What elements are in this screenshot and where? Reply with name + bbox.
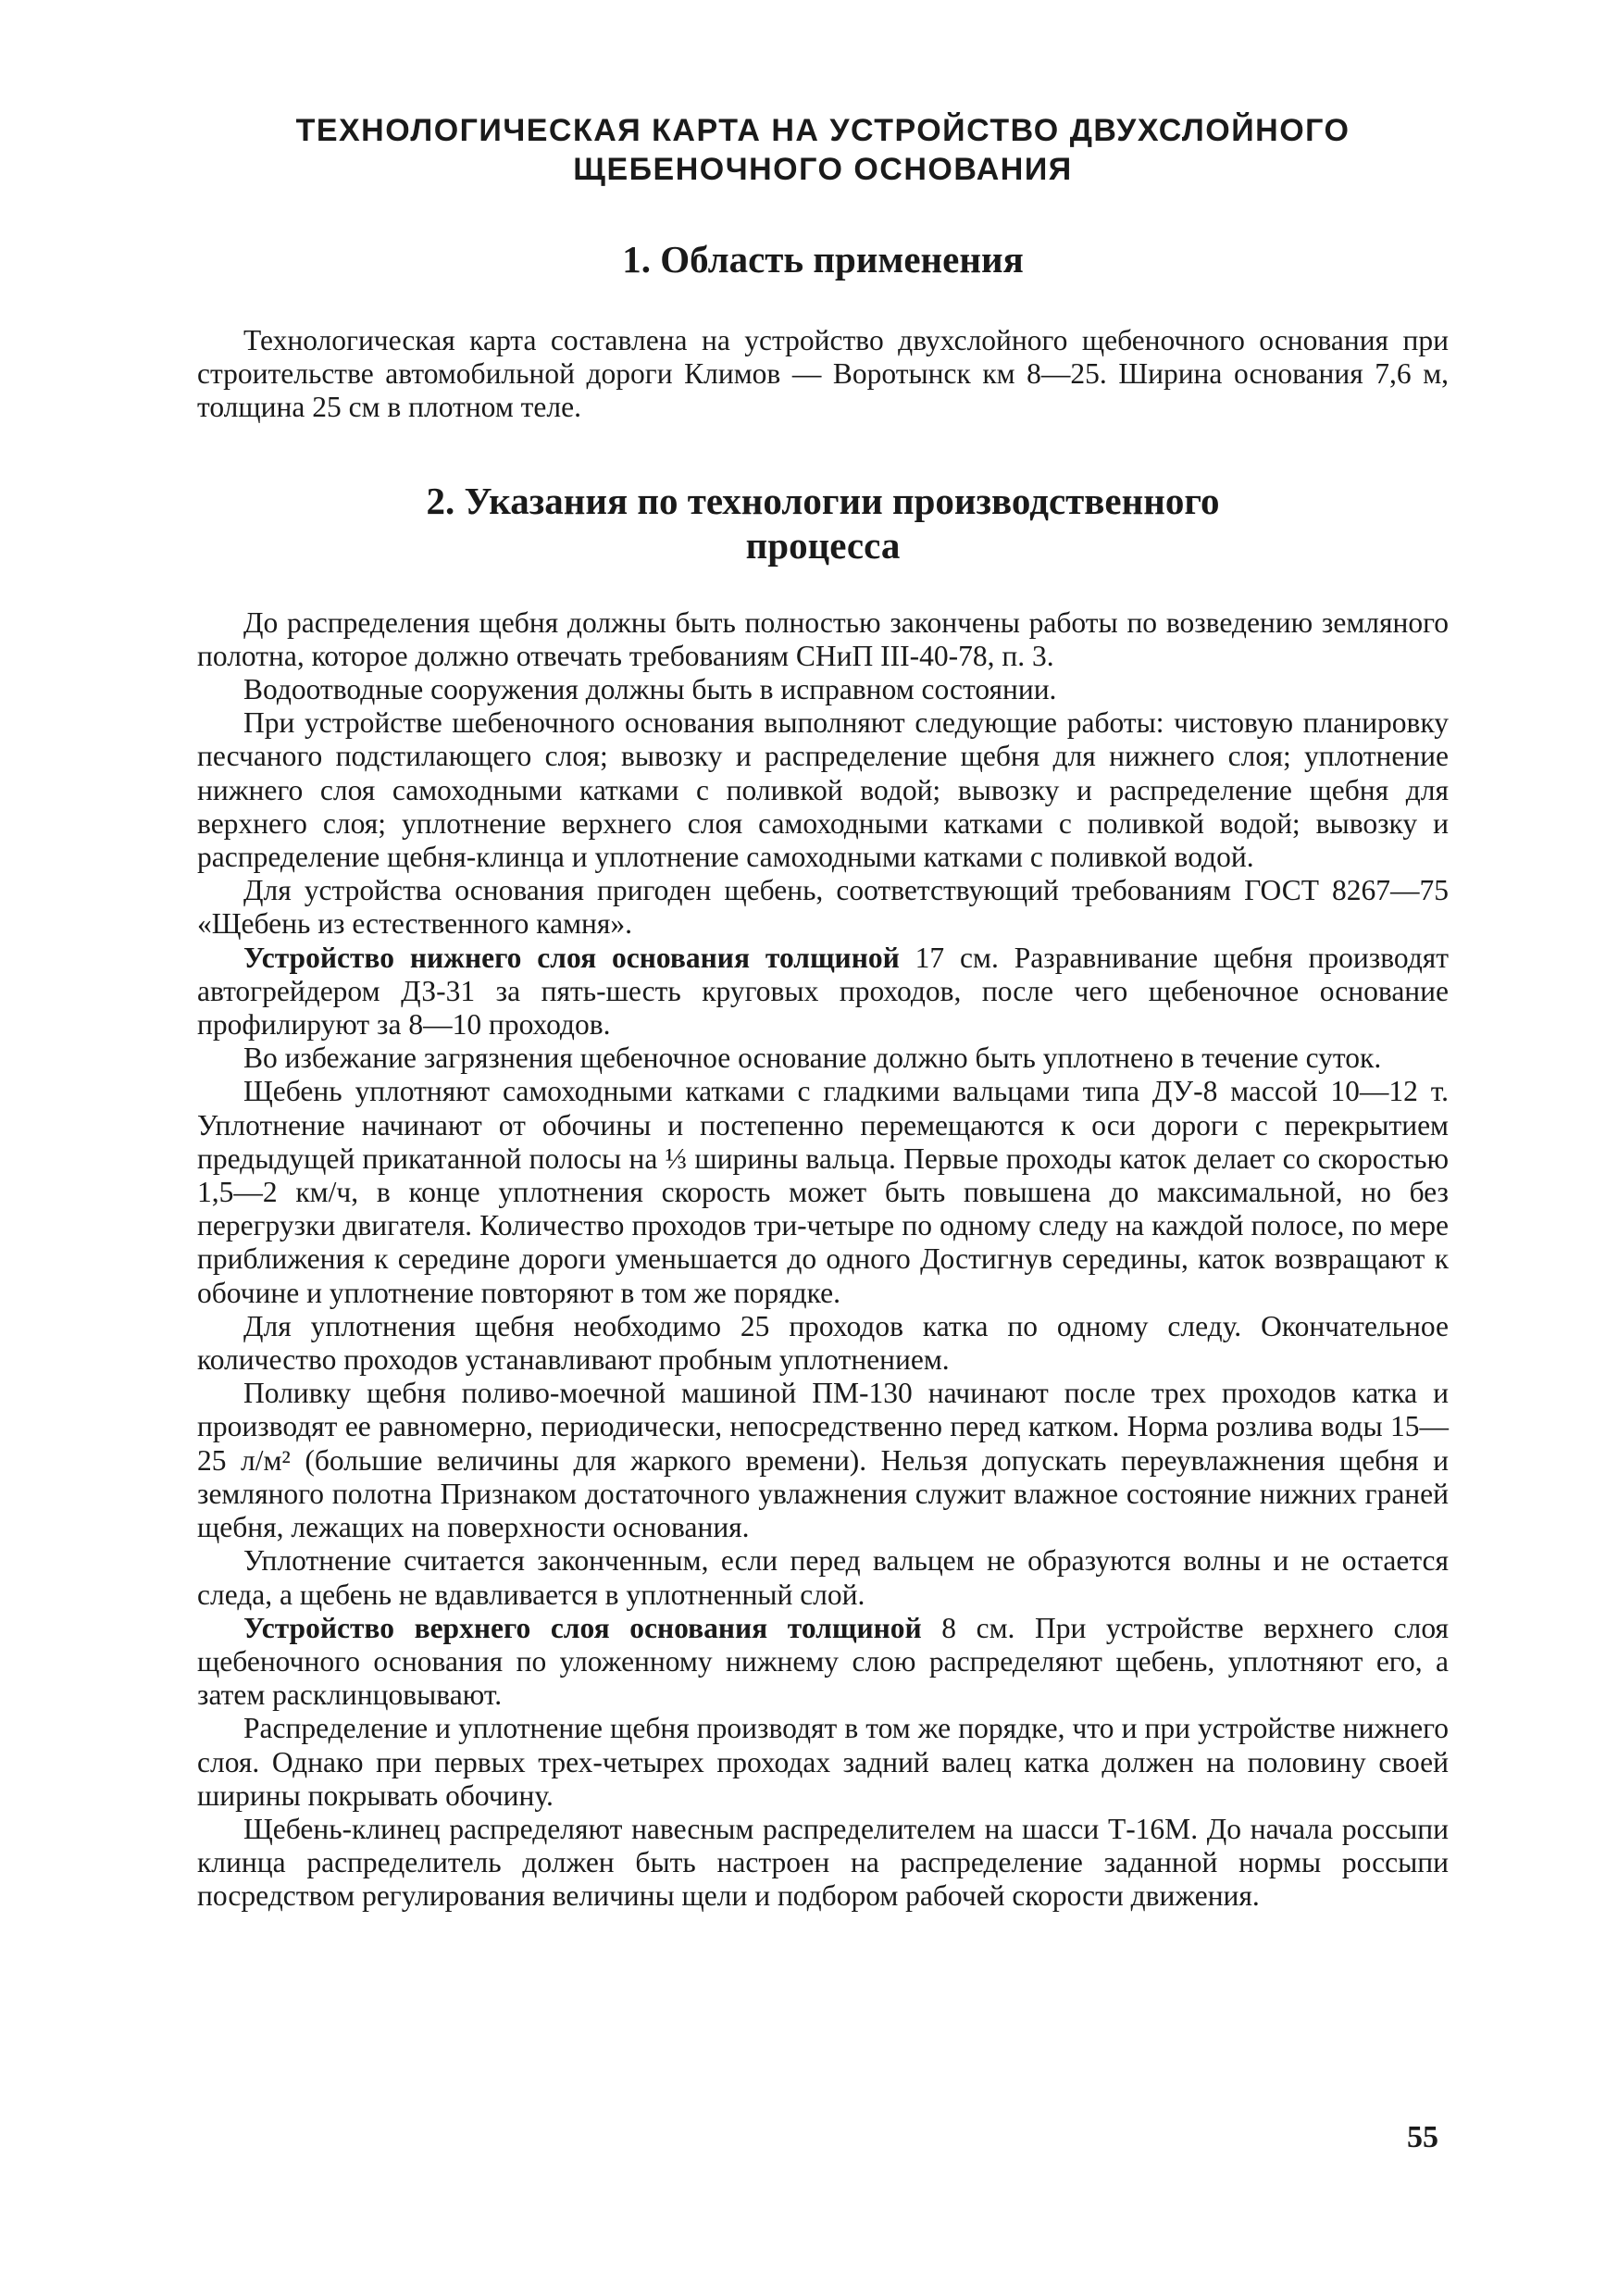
paragraph-11-text: 8 см. При устройстве верхнего слоя щебеночного основания по уложенному нижнему слою распределяют щебень, уплотняют его, а затем расклинцовывают. [197,1611,1449,1712]
section-2-heading-line-2: процесса [745,523,901,567]
document-page [197,111,1449,1914]
paragraph-12: Распределение и уплотнение щебня производят в том же порядке, что и при устройстве нижнего слоя. Однако при первых трех-четырех проходах задний валец катка должен на половину своей ширины покрывать обочину. [197,1712,1449,1812]
paragraph-6: Во избежание загрязнения щебеночное основание должно быть уплотнено в течение суток. [243,1042,1382,1075]
paragraph-2: Водоотводные сооружения должны быть в исправном состоянии. [243,673,1057,706]
paragraph-8: Для уплотнения щебня необходимо 25 проходов катка по одному следу. Окончательное количество проходов устанавливают пробным уплотнением. [197,1309,1449,1377]
paragraph-11 [197,1612,1449,1713]
section-1-paragraph: Технологическая карта составлена на устройство двухслойного щебеночного основания при строительстве автомобильной дороги Климов — Воротынск км 8—25. Ширина основания 7,6 м, толщина 25 см в плотном теле. [197,324,1449,424]
paragraph-4: Для устройства основания пригоден щебень, соответствующий требованиям ГОСТ 8267—75 «Щебень из естественного камня». [197,874,1449,941]
paragraph-1: До распределения щебня должны быть полностью закончены работы по возведению земляного полотна, которое должно отвечать требованиям СНиП III-40-78, п. 3. [197,605,1449,672]
paragraph-10: Уплотнение считается законченным, если перед вальцем не образуются волны и не остается следа, а щебень не вдавливается в уплотненный слой. [197,1544,1449,1611]
section-1-heading: 1. Область применения [622,238,1024,281]
document-title [197,111,1449,189]
document-title-line-1: ТЕХНОЛОГИЧЕСКАЯ КАРТА НА УСТРОЙСТВО ДВУХСЛОЙНОГО [295,113,1350,148]
paragraph-11-bold-lead: Устройство верхнего слоя основания толщиной [243,1611,922,1644]
paragraph-9: Поливку щебня поливо-моечной машиной ПМ-130 начинают после трех проходов катка и производят ее равномерно, периодически, непосредственно перед катком. Норма розлива воды 15—25 л/м² (большие величины для жаркого времени). Нельзя допускать переувлажнения щебня и земляного полотна Признаком достаточного увлажнения служит влажное состояние нижних граней щебня, лежащих на поверхности основания. [197,1377,1449,1544]
section-2-heading-line-1: 2. Указания по технологии производственного [426,479,1220,522]
page-number: 55 [1407,2120,1438,2154]
document-title-line-2: ЩЕБЕНОЧНОГО ОСНОВАНИЯ [573,152,1073,187]
paragraph-3: При устройстве шебеночного основания выполняют следующие работы: чистовую планировку песчаного подстилающего слоя; вывозку и распределение щебня для нижнего слоя; уплотнение нижнего слоя самоходными катками с поливкой водой; вывозку и распределение щебня для верхнего слоя; уплотнение верхнего слоя самоходными катками с поливкой водой; вывозку и распределение щебня-клинца и уплотнение самоходными катками с поливкой водой. [197,706,1449,874]
paragraph-5-bold-lead: Устройство нижнего слоя основания толщиной [243,941,900,974]
paragraph-5 [197,942,1449,1042]
paragraph-13: Щебень-клинец распределяют навесным распределителем на шасси Т-16М. До начала россыпи клинца распределитель должен быть настроен на распределение заданной нормы россыпи посредством регулирования величины щели и подбором рабочей скорости движения. [197,1812,1449,1913]
paragraph-7: Щебень уплотняют самоходными катками с гладкими вальцами типа ДУ-8 массой 10—12 т. Уплотнение начинают от обочины и постепенно перемещаются к оси дороги с перекрытием предыдущей прикатанной полосы на ⅓ ширины вальца. Первые проходы каток делает со скоростью 1,5—2 км/ч, в конце уплотнения скорость может быть повышена до максимальной, но без перегрузки двигателя. Количество проходов три-четыре по одному следу на каждой полосе, по мере приближения к середине дороги уменьшается до одного Достигнув середины, каток возвращают к обочине и уплотнение повторяют в том же порядке. [197,1075,1449,1309]
paragraph-5-text: 17 см. Разравнивание щебня производят автогрейдером ДЗ-31 за пять-шесть круговых проходов, после чего щебеночное основание профилируют за 8—10 проходов. [197,941,1449,1042]
section-2-heading [197,479,1449,568]
